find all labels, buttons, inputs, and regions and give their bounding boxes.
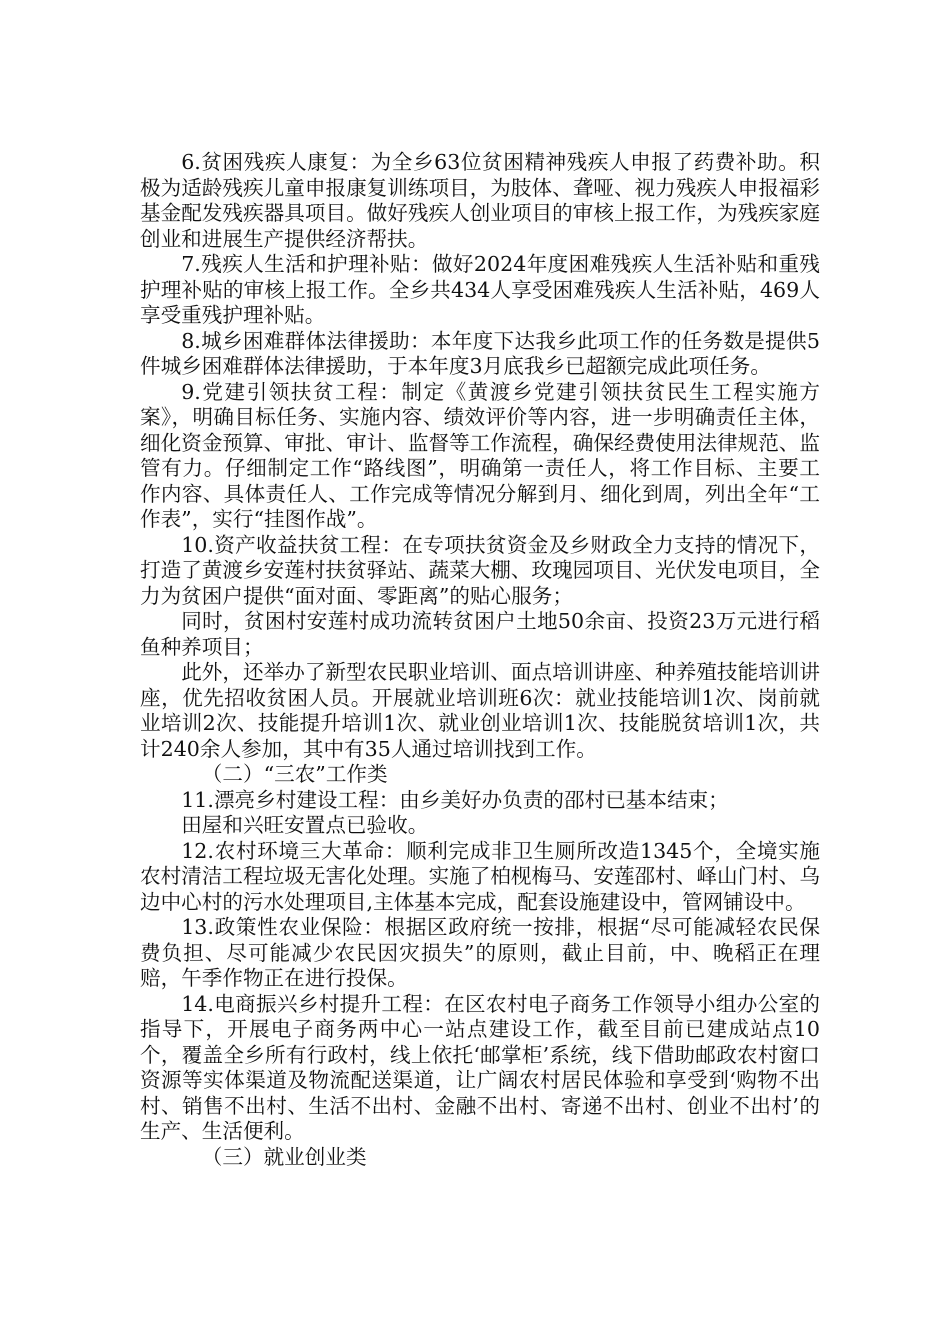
paragraph-item-13: 13.政策性农业保险：根据区政府统一按排，根据“尽可能减轻农民保费负担、尽可能减少农民因灾损失”的原则，截止目前，中、晚稻正在理赔，午季作物正在进行投保。 (140, 915, 820, 990)
paragraph-item-11-cont: 田屋和兴旺安置点已验收。 (181, 813, 429, 837)
paragraph-item-10-cont-1: 同时，贫困村安莲村成功流转贫困户土地50余亩、投资23万元进行稻鱼种养项目； (140, 609, 820, 659)
paragraph-item-14: 14.电商振兴乡村提升工程：在区农村电子商务工作领导小组办公室的指导下，开展电子商务两中心一站点建设工作，截至目前已建成站点10个，覆盖全乡所有行政村，线上依托‘邮掌柜’系统，线下借助邮政农村窗口资源等实体渠道及物流配送渠道，让广阔农村居民体验和享受到‘购物不出村、销售不出村、生活不出村、金融不出村、寄递不出村、创业不出村’的生产、生活便利。 (140, 991, 820, 1143)
paragraph-item-7: 7.残疾人生活和护理补贴：做好2024年度困难残疾人生活补贴和重残护理补贴的审核上报工作。全乡共434人享受困难残疾人生活补贴，469人享受重残护理补贴。 (140, 252, 820, 327)
paragraph-item-11: 11.漂亮乡村建设工程：由乡美好办负责的邵村已基本结束； (181, 787, 729, 812)
paragraph-item-6: 6.贫困残疾人康复：为全乡63位贫困精神残疾人申报了药费补助。积极为适龄残疾儿童申报康复训练项目，为肢体、聋哑、视力残疾人申报福彩基金配发残疾器具项目。做好残疾人创业项目的审核上报工作，为残疾家庭创业和进展生产提供经济帮扶。 (140, 150, 820, 251)
paragraph-item-9: 9.党建引领扶贫工程：制定《黄渡乡党建引领扶贫民生工程实施方案》，明确目标任务、实施内容、绩效评价等内容，进一步明确责任主体，细化资金预算、审批、审计、监督等工作流程，确保经费使用法律规范、监管有力。仔细制定工作“路线图”，明确第一责任人，将工作目标、主要工作内容、具体责任人、工作完成等情况分解到月、细化到周，列出全年“工作表”，实行“挂图作战”。 (140, 379, 820, 531)
paragraph-item-10: 10.资产收益扶贫工程：在专项扶贫资金及乡财政全力支持的情况下，打造了黄渡乡安莲村扶贫驿站、蔬菜大棚、玫瑰园项目、光伏发电项目，全力为贫困户提供“面对面、零距离”的贴心服务； (140, 532, 820, 608)
paragraph-item-10-cont-2: 此外，还举办了新型农民职业培训、面点培训讲座、种养殖技能培训讲座，优先招收贫困人员。开展就业培训班6次：就业技能培训1次、岗前就业培训2次、技能提升培训1次、就业创业培训1次、技能脱贫培训1次，共计240余人参加，其中有35人通过培训找到工作。 (140, 660, 820, 761)
paragraph-item-12: 12.农村环境三大革命：顺利完成非卫生厕所改造1345个，全境实施农村清洁工程垃圾无害化处理。实施了柏枧梅马、安莲邵村、峄山门村、乌边中心村的污水处理项目,主体基本完成，配套设施建设中，管网铺设中。 (140, 838, 820, 914)
paragraph-item-8: 8.城乡困难群体法律援助：本年度下达我乡此项工作的任务数是提供5件城乡困难群体法律援助，于本年度3月底我乡已超额完成此项任务。 (140, 328, 820, 378)
document-body (140, 150, 820, 1170)
section-heading-employment: （三）就业创业类 (201, 1144, 367, 1169)
section-heading-sannong: （二）“三农”工作类 (201, 762, 388, 786)
